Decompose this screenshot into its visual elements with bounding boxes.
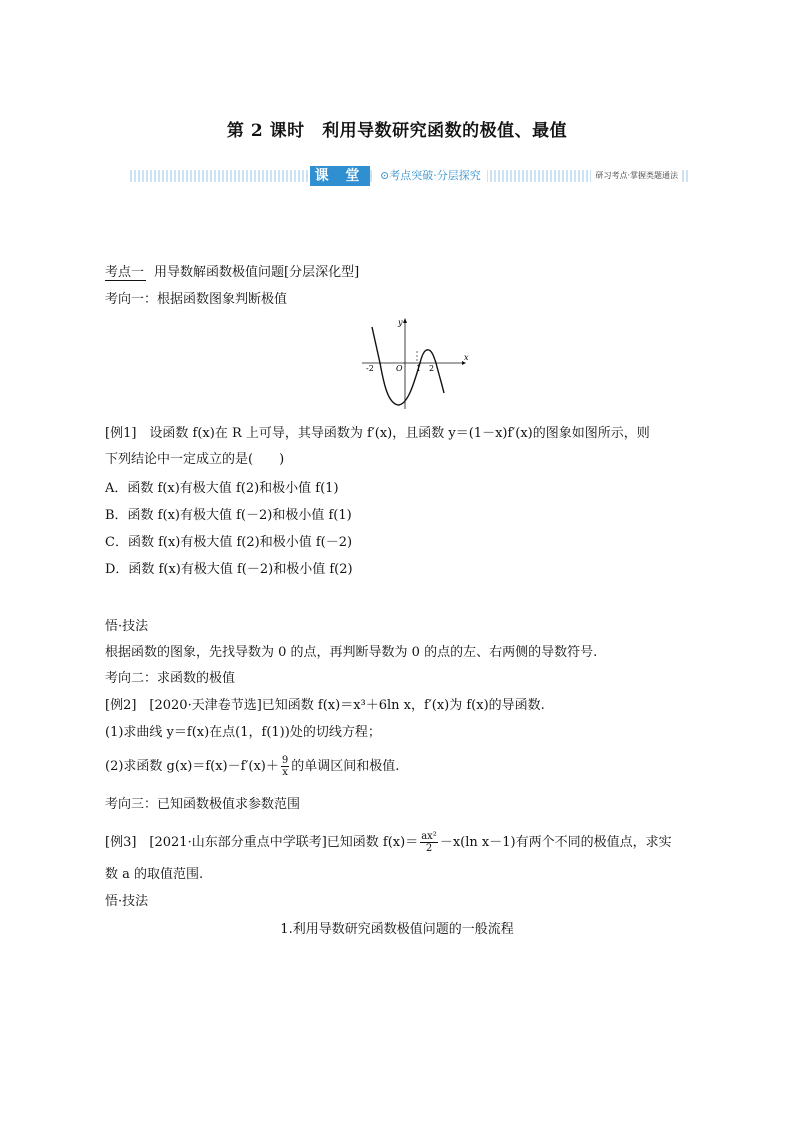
example-2-line-3-text: (2)求函数 g(x)＝f(x)－f′(x)＋ bbox=[105, 759, 279, 774]
graph-y-arrow bbox=[403, 318, 407, 323]
example-2-line-2: (1)求曲线 y＝f(x)在点(1，f(1))处的切线方程； bbox=[105, 725, 381, 740]
banner-right-text: 研习考点·掌握类题通法 bbox=[591, 166, 682, 186]
direction-1: 考向一：根据函数图象判断极值 bbox=[105, 292, 288, 307]
example-2-line-3-text: 的单调区间和极值. bbox=[291, 759, 400, 774]
graph-tick-label: 1 bbox=[416, 364, 422, 373]
derivative-graph bbox=[358, 315, 470, 413]
option-d: D．函数 f(x)有极大值 f(－2)和极小值 f(2) bbox=[105, 562, 353, 577]
example-3-line-2: 数 a 的取值范围. bbox=[105, 867, 204, 882]
fraction-numerator: ax² bbox=[421, 831, 437, 842]
graph-origin-label: O bbox=[396, 364, 403, 373]
example-2-line-3 bbox=[105, 755, 399, 778]
graph-tick-label: 2 bbox=[429, 364, 435, 373]
example-2-line-1: [例2] [2020·天津卷节选]已知函数 f(x)＝x³＋6ln x，f′(x)为 f(x)的导函数. bbox=[105, 698, 545, 713]
direction-3: 考向三：已知函数极值求参数范围 bbox=[105, 797, 301, 812]
banner-ketang-label: 课 堂 bbox=[310, 166, 370, 186]
graph-x-label: x bbox=[464, 353, 469, 362]
example-3-line-1-text: －x(ln x－1)有两个不同的极值点，求实 bbox=[439, 835, 672, 850]
technique-heading: 悟·技法 bbox=[105, 619, 149, 634]
section-label: 考点一 bbox=[105, 265, 145, 280]
technique-heading-2: 悟·技法 bbox=[105, 894, 149, 909]
option-b: B．函数 f(x)有极大值 f(－2)和极小值 f(1) bbox=[105, 508, 352, 523]
fraction-9-over-x bbox=[281, 755, 289, 778]
technique-subheading: 1.利用导数研究函数极值问题的一般流程 bbox=[280, 922, 514, 937]
example-1-line-2: 下列结论中一定成立的是( ) bbox=[105, 452, 285, 467]
graph-tick-label: -2 bbox=[366, 364, 374, 373]
section-heading-text: 用导数解函数极值问题[分层深化型] bbox=[154, 265, 360, 280]
fraction-ax2-over-2 bbox=[420, 831, 438, 854]
option-a: A．函数 f(x)有极大值 f(2)和极小值 f(1) bbox=[105, 481, 339, 496]
section-heading bbox=[105, 264, 359, 282]
graph-y-label: y bbox=[398, 318, 403, 327]
example-1-line-1: [例1] 设函数 f(x)在 R 上可导，其导函数为 f′(x)，且函数 y＝(1－x)f′(x)的图象如图所示，则 bbox=[105, 426, 650, 441]
direction-2: 考向二：求函数的极值 bbox=[105, 671, 236, 686]
option-c: C．函数 f(x)有极大值 f(2)和极小值 f(－2) bbox=[105, 535, 353, 550]
fraction-denominator: 2 bbox=[425, 843, 433, 854]
example-3-line-1 bbox=[105, 831, 672, 854]
section-banner bbox=[130, 166, 690, 186]
page-title: 第 2 课时 利用导数研究函数的极值、最值 bbox=[226, 121, 568, 141]
fraction-denominator: x bbox=[282, 767, 288, 778]
banner-subtitle: ⊙考点突破·分层探究 bbox=[374, 166, 487, 186]
fraction-numerator: 9 bbox=[281, 755, 289, 766]
technique-text: 根据函数的图象，先找导数为 0 的点，再判断导数为 0 的点的左、右两侧的导数符号. bbox=[105, 645, 598, 660]
example-3-line-1-text: [例3] [2021·山东部分重点中学联考]已知函数 f(x)＝ bbox=[105, 835, 419, 850]
